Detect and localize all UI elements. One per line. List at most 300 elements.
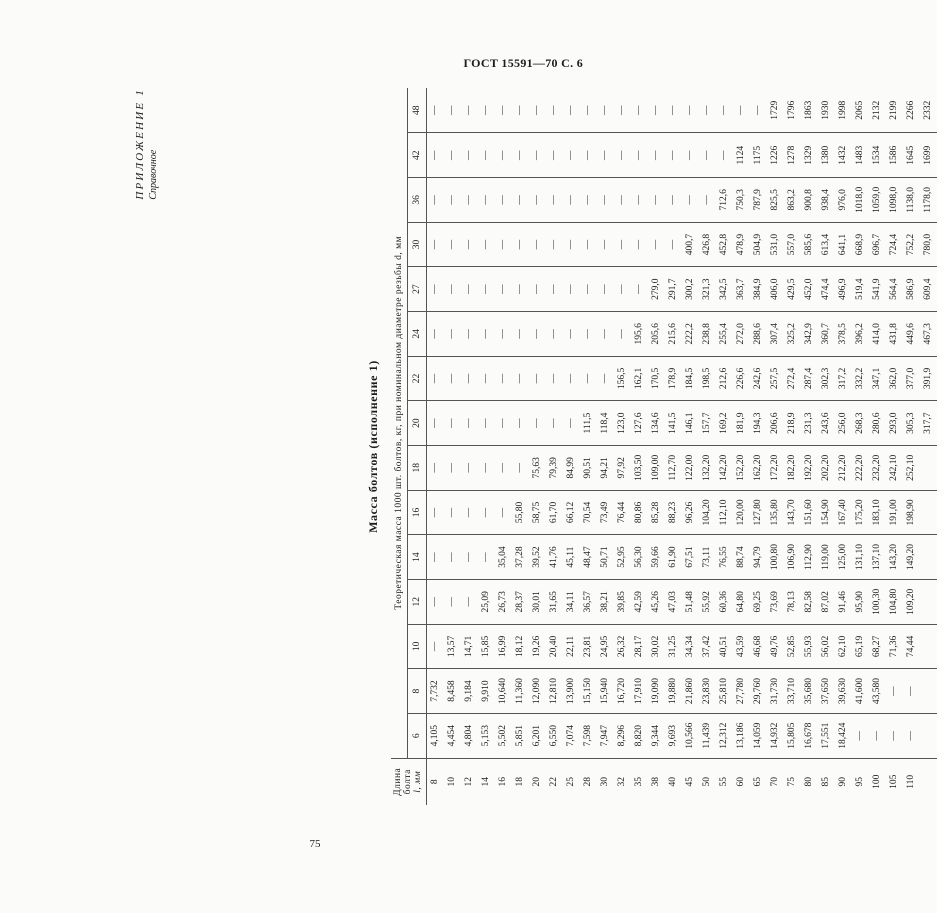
mass-group-header: Теоретическая масса 1000 шт. болтов, кг, при номинальном диаметре резьбы d, мм	[391, 88, 408, 758]
mass-cell: 400,7	[682, 222, 699, 267]
mass-cell: —	[563, 267, 580, 312]
mass-cell: —	[566, 105, 576, 115]
mass-cell: 1729	[770, 100, 780, 120]
mass-cell: 696,7	[869, 222, 886, 267]
mass-cell: 16,678	[801, 713, 818, 758]
length-cell: 28	[580, 758, 597, 805]
mass-cell: —	[648, 133, 665, 178]
mass-cell: —	[631, 133, 648, 178]
mass-cell: 183,10	[869, 490, 886, 535]
mass-cell: 10,640	[495, 669, 512, 714]
mass-cell: 218,9	[784, 401, 801, 446]
mass-cell: 20,40	[546, 624, 563, 669]
mass-cell: 134,6	[648, 401, 665, 446]
mass-cell	[920, 490, 937, 535]
diameter-header: 27	[408, 267, 427, 312]
mass-cell: —	[546, 401, 563, 446]
mass-cell: 750,3	[733, 178, 750, 223]
mass-cell: —	[461, 535, 478, 580]
mass-cell: —	[719, 105, 729, 115]
mass-cell: —	[546, 267, 563, 312]
mass-cell: 431,8	[886, 311, 903, 356]
mass-cell: 41,600	[852, 669, 869, 714]
mass-cell: —	[495, 178, 512, 223]
mass-cell: 504,9	[750, 222, 767, 267]
mass-cell: 79,39	[546, 445, 563, 490]
mass-cell: 45,11	[563, 535, 580, 580]
bolt-mass-table	[391, 88, 937, 805]
mass-cell: 192,20	[801, 445, 818, 490]
mass-cell: 30,01	[529, 579, 546, 624]
mass-cell: 152,20	[733, 445, 750, 490]
mass-cell: —	[597, 267, 614, 312]
mass-cell: —	[427, 401, 445, 446]
mass-cell: —	[427, 311, 445, 356]
mass-cell: 2266	[906, 100, 916, 120]
mass-cell: —	[427, 133, 445, 178]
length-cell: 30	[597, 758, 614, 805]
mass-cell: —	[464, 105, 474, 115]
mass-cell: —	[444, 579, 461, 624]
table-row	[920, 88, 937, 805]
length-cell: 16	[495, 758, 512, 805]
mass-cell: —	[685, 105, 695, 115]
mass-cell: —	[631, 178, 648, 223]
mass-cell: 181,9	[733, 401, 750, 446]
length-cell: 85	[818, 758, 835, 805]
mass-cell: 362,0	[886, 356, 903, 401]
mass-cell: 1432	[835, 133, 852, 178]
mass-cell: —	[529, 178, 546, 223]
mass-cell: 34,11	[563, 579, 580, 624]
mass-cell: 272,4	[784, 356, 801, 401]
mass-cell	[920, 669, 937, 714]
mass-cell: 342,9	[801, 311, 818, 356]
mass-cell: 900,8	[801, 178, 818, 223]
mass-cell: —	[682, 133, 699, 178]
mass-cell: 22,11	[563, 624, 580, 669]
mass-cell: —	[753, 105, 763, 115]
mass-cell: 167,40	[835, 490, 852, 535]
mass-cell: 1380	[818, 133, 835, 178]
mass-cell: 15,150	[580, 669, 597, 714]
mass-cell: —	[444, 267, 461, 312]
mass-cell: 9,693	[665, 713, 682, 758]
mass-cell: 226,6	[733, 356, 750, 401]
mass-cell: 143,70	[784, 490, 801, 535]
mass-cell: 35,680	[801, 669, 818, 714]
table-row	[801, 88, 818, 805]
mass-cell: —	[699, 178, 716, 223]
mass-cell: 4,454	[444, 713, 461, 758]
table-row	[750, 88, 767, 805]
mass-cell: —	[580, 178, 597, 223]
length-cell: 100	[869, 758, 886, 805]
mass-cell: —	[614, 178, 631, 223]
mass-cell: —	[495, 311, 512, 356]
mass-cell: —	[702, 105, 712, 115]
mass-cell: —	[461, 267, 478, 312]
mass-cell: —	[580, 267, 597, 312]
mass-cell: 58,75	[529, 490, 546, 535]
mass-cell: —	[478, 311, 495, 356]
mass-cell: 231,3	[801, 401, 818, 446]
table-title: Масса болтов (исполнение 1)	[366, 360, 380, 533]
length-cell: 40	[665, 758, 682, 805]
mass-cell: —	[461, 356, 478, 401]
mass-cell: 279,0	[648, 267, 665, 312]
mass-cell: 238,8	[699, 311, 716, 356]
mass-cell: 242,6	[750, 356, 767, 401]
mass-cell: 195,6	[631, 311, 648, 356]
mass-cell: 39,85	[614, 579, 631, 624]
mass-cell: 73,49	[597, 490, 614, 535]
mass-cell: 34,34	[682, 624, 699, 669]
mass-cell: 668,9	[852, 222, 869, 267]
page-number: 75	[309, 838, 321, 850]
mass-cell: —	[617, 105, 627, 115]
mass-cell: 222,20	[852, 445, 869, 490]
mass-cell: 863,2	[784, 178, 801, 223]
mass-cell: 2199	[889, 100, 899, 120]
mass-cell: —	[427, 222, 445, 267]
mass-cell: 1863	[804, 100, 814, 120]
mass-cell: 13,57	[444, 624, 461, 669]
mass-cell: 215,6	[665, 311, 682, 356]
mass-cell: 61,90	[665, 535, 682, 580]
table-row	[461, 88, 478, 805]
mass-cell: —	[546, 311, 563, 356]
mass-cell: 222,2	[682, 311, 699, 356]
table-row	[716, 88, 733, 805]
mass-cell: 151,60	[801, 490, 818, 535]
mass-cell: 2332	[923, 100, 933, 120]
mass-cell: —	[699, 133, 716, 178]
mass-cell: 106,90	[784, 535, 801, 580]
mass-cell: 71,36	[886, 624, 903, 669]
mass-cell: 293,0	[886, 401, 903, 446]
length-cell: 18	[512, 758, 529, 805]
document-code: ГОСТ 15591—70 С. 6	[463, 56, 583, 70]
mass-cell: 118,4	[597, 401, 614, 446]
mass-cell: 541,9	[869, 267, 886, 312]
diameter-header: 6	[408, 713, 427, 758]
mass-cell: 332,2	[852, 356, 869, 401]
mass-cell: 19,880	[665, 669, 682, 714]
mass-cell: 17,910	[631, 669, 648, 714]
length-column-header	[391, 758, 427, 805]
mass-cell: 206,6	[767, 401, 784, 446]
mass-cell: 36,57	[580, 579, 597, 624]
mass-cell: 146,1	[682, 401, 699, 446]
mass-cell: —	[444, 311, 461, 356]
mass-cell: 4,105	[427, 713, 445, 758]
diameter-header: 16	[408, 490, 427, 535]
mass-cell: —	[583, 105, 593, 115]
mass-cell: —	[597, 222, 614, 267]
mass-cell: —	[512, 222, 529, 267]
length-cell: 12	[461, 758, 478, 805]
mass-cell: 169,2	[716, 401, 733, 446]
mass-cell: —	[546, 178, 563, 223]
mass-cell: 112,90	[801, 535, 818, 580]
mass-cell: —	[478, 490, 495, 535]
mass-cell: —	[512, 356, 529, 401]
mass-cell: 1329	[801, 133, 818, 178]
mass-cell: —	[461, 490, 478, 535]
mass-cell: 1059,0	[869, 178, 886, 223]
mass-cell: 449,6	[903, 311, 920, 356]
mass-cell: 712,6	[716, 178, 733, 223]
mass-cell: —	[427, 178, 445, 223]
mass-cell: 1178,0	[920, 178, 937, 223]
mass-cell: 396,2	[852, 311, 869, 356]
mass-cell: 60,36	[716, 579, 733, 624]
table-row	[614, 88, 631, 805]
mass-cell: 30,02	[648, 624, 665, 669]
mass-cell: 19,090	[648, 669, 665, 714]
table-row	[597, 88, 614, 805]
mass-cell: 85,28	[648, 490, 665, 535]
mass-cell: 7,732	[427, 669, 445, 714]
mass-cell: 8,296	[614, 713, 631, 758]
mass-cell: 11,439	[699, 713, 716, 758]
mass-cell: 12,090	[529, 669, 546, 714]
mass-cell: 100,80	[767, 535, 784, 580]
mass-cell: 317,2	[835, 356, 852, 401]
mass-cell: —	[665, 178, 682, 223]
mass-cell: —	[515, 105, 525, 115]
mass-cell: 15,805	[784, 713, 801, 758]
mass-cell: —	[495, 490, 512, 535]
mass-cell: —	[444, 356, 461, 401]
mass-cell: 272,0	[733, 311, 750, 356]
mass-cell: 15,940	[597, 669, 614, 714]
mass-cell: —	[447, 105, 457, 115]
mass-cell: —	[444, 133, 461, 178]
mass-cell: 132,20	[699, 445, 716, 490]
mass-cell: —	[427, 356, 445, 401]
mass-cell	[920, 579, 937, 624]
mass-cell: 37,42	[699, 624, 716, 669]
mass-cell: 88,74	[733, 535, 750, 580]
mass-cell: 342,5	[716, 267, 733, 312]
table-row	[427, 88, 445, 805]
mass-cell: 325,2	[784, 311, 801, 356]
mass-cell: 48,47	[580, 535, 597, 580]
mass-cell: —	[461, 222, 478, 267]
mass-cell: 157,7	[699, 401, 716, 446]
mass-cell: 4,804	[461, 713, 478, 758]
mass-cell: 1018,0	[852, 178, 869, 223]
mass-cell: —	[427, 535, 445, 580]
length-cell	[920, 758, 937, 805]
mass-cell: —	[736, 105, 746, 115]
mass-cell: 94,79	[750, 535, 767, 580]
mass-cell: 426,8	[699, 222, 716, 267]
mass-cell: 429,5	[784, 267, 801, 312]
mass-cell: 9,184	[461, 669, 478, 714]
length-header-line-2: болта	[403, 769, 413, 795]
mass-cell: 82,58	[801, 579, 818, 624]
mass-cell: —	[597, 356, 614, 401]
table-row	[835, 88, 852, 805]
mass-cell: 31,730	[767, 669, 784, 714]
table-row	[546, 88, 563, 805]
mass-cell: 377,0	[903, 356, 920, 401]
mass-cell: 198,5	[699, 356, 716, 401]
mass-cell: —	[495, 133, 512, 178]
mass-cell: 39,52	[529, 535, 546, 580]
length-cell: 60	[733, 758, 750, 805]
mass-cell: —	[532, 105, 542, 115]
mass-cell: 88,23	[665, 490, 682, 535]
mass-cell: 641,1	[835, 222, 852, 267]
mass-cell: 300,2	[682, 267, 699, 312]
mass-cell: —	[444, 490, 461, 535]
mass-cell: 586,9	[903, 267, 920, 312]
mass-cell: 6,201	[529, 713, 546, 758]
mass-cell: 109,20	[903, 579, 920, 624]
mass-cell: 112,70	[665, 445, 682, 490]
mass-cell: —	[668, 105, 678, 115]
mass-cell: 10,566	[682, 713, 699, 758]
table-row	[682, 88, 699, 805]
mass-cell: —	[563, 311, 580, 356]
mass-cell: —	[495, 267, 512, 312]
diameter-header: 30	[408, 222, 427, 267]
mass-cell: 51,48	[682, 579, 699, 624]
mass-cell: 78,13	[784, 579, 801, 624]
length-header-line-3: l, мм	[413, 770, 423, 793]
mass-cell: 97,92	[614, 445, 631, 490]
mass-cell: —	[529, 356, 546, 401]
table-row	[818, 88, 835, 805]
table-row	[478, 88, 495, 805]
mass-cell: —	[529, 222, 546, 267]
mass-cell: 242,10	[886, 445, 903, 490]
mass-cell: 938,4	[818, 178, 835, 223]
mass-cell: 384,9	[750, 267, 767, 312]
mass-cell: 25,09	[478, 579, 495, 624]
mass-cell: 69,25	[750, 579, 767, 624]
mass-cell: 87,02	[818, 579, 835, 624]
mass-cell: —	[478, 401, 495, 446]
mass-cell: 37,28	[512, 535, 529, 580]
mass-cell: —	[478, 178, 495, 223]
mass-cell: —	[665, 133, 682, 178]
mass-cell: 414,0	[869, 311, 886, 356]
mass-cell: 452,8	[716, 222, 733, 267]
mass-cell: 182,20	[784, 445, 801, 490]
length-cell: 20	[529, 758, 546, 805]
mass-cell: 1175	[750, 133, 767, 178]
mass-cell: —	[631, 267, 648, 312]
mass-cell: —	[512, 311, 529, 356]
mass-cell: 70,54	[580, 490, 597, 535]
mass-cell: 56,02	[818, 624, 835, 669]
mass-cell: 474,4	[818, 267, 835, 312]
mass-cell: 317,7	[920, 401, 937, 446]
mass-cell: 1124	[733, 133, 750, 178]
table-row	[580, 88, 597, 805]
mass-cell: 825,5	[767, 178, 784, 223]
length-cell: 32	[614, 758, 631, 805]
mass-cell: 257,5	[767, 356, 784, 401]
mass-cell: 120,00	[733, 490, 750, 535]
mass-cell: 6,550	[546, 713, 563, 758]
table-row	[767, 88, 784, 805]
table-row	[648, 88, 665, 805]
length-cell: 105	[886, 758, 903, 805]
table-row	[784, 88, 801, 805]
mass-cell: 5,851	[512, 713, 529, 758]
diameter-header: 36	[408, 178, 427, 223]
table-row	[903, 88, 920, 805]
length-cell: 55	[716, 758, 733, 805]
mass-cell: 13,900	[563, 669, 580, 714]
mass-cell: 43,59	[733, 624, 750, 669]
diameter-header-row	[408, 88, 427, 805]
mass-cell: —	[600, 105, 610, 115]
mass-cell: 135,80	[767, 490, 784, 535]
mass-cell: 305,3	[903, 401, 920, 446]
mass-cell: 73,69	[767, 579, 784, 624]
mass-cell: 143,20	[886, 535, 903, 580]
mass-cell: —	[478, 445, 495, 490]
mass-cell: —	[461, 401, 478, 446]
mass-cell: 7,947	[597, 713, 614, 758]
mass-cell: 7,074	[563, 713, 580, 758]
mass-cell: 1796	[787, 100, 797, 120]
diameter-header: 14	[408, 535, 427, 580]
mass-cell: 56,30	[631, 535, 648, 580]
mass-cell: 256,0	[835, 401, 852, 446]
appendix-label	[134, 88, 159, 200]
length-cell: 14	[478, 758, 495, 805]
diameter-header: 10	[408, 624, 427, 669]
mass-cell: 1226	[767, 133, 784, 178]
mass-cell: 452,0	[801, 267, 818, 312]
length-cell: 75	[784, 758, 801, 805]
mass-cell: 49,76	[767, 624, 784, 669]
table-row	[733, 88, 750, 805]
mass-cell: —	[546, 222, 563, 267]
mass-cell: —	[903, 713, 920, 758]
mass-cell: —	[563, 222, 580, 267]
mass-cell: —	[665, 222, 682, 267]
mass-cell: 18,12	[512, 624, 529, 669]
mass-cell: 103,50	[631, 445, 648, 490]
mass-cell: —	[886, 669, 903, 714]
diameter-header: 48	[408, 88, 427, 133]
mass-cell: 1278	[784, 133, 801, 178]
mass-cell: —	[444, 222, 461, 267]
mass-cell: —	[512, 133, 529, 178]
mass-cell: 111,5	[580, 401, 597, 446]
mass-cell: 95,90	[852, 579, 869, 624]
mass-cell: 14,059	[750, 713, 767, 758]
mass-cell: —	[580, 133, 597, 178]
mass-cell: —	[444, 535, 461, 580]
mass-cell: —	[651, 105, 661, 115]
mass-cell: 154,90	[818, 490, 835, 535]
mass-cell: —	[529, 133, 546, 178]
mass-cell: 252,10	[903, 445, 920, 490]
mass-cell: —	[529, 401, 546, 446]
mass-cell: 142,20	[716, 445, 733, 490]
diameter-header: 12	[408, 579, 427, 624]
